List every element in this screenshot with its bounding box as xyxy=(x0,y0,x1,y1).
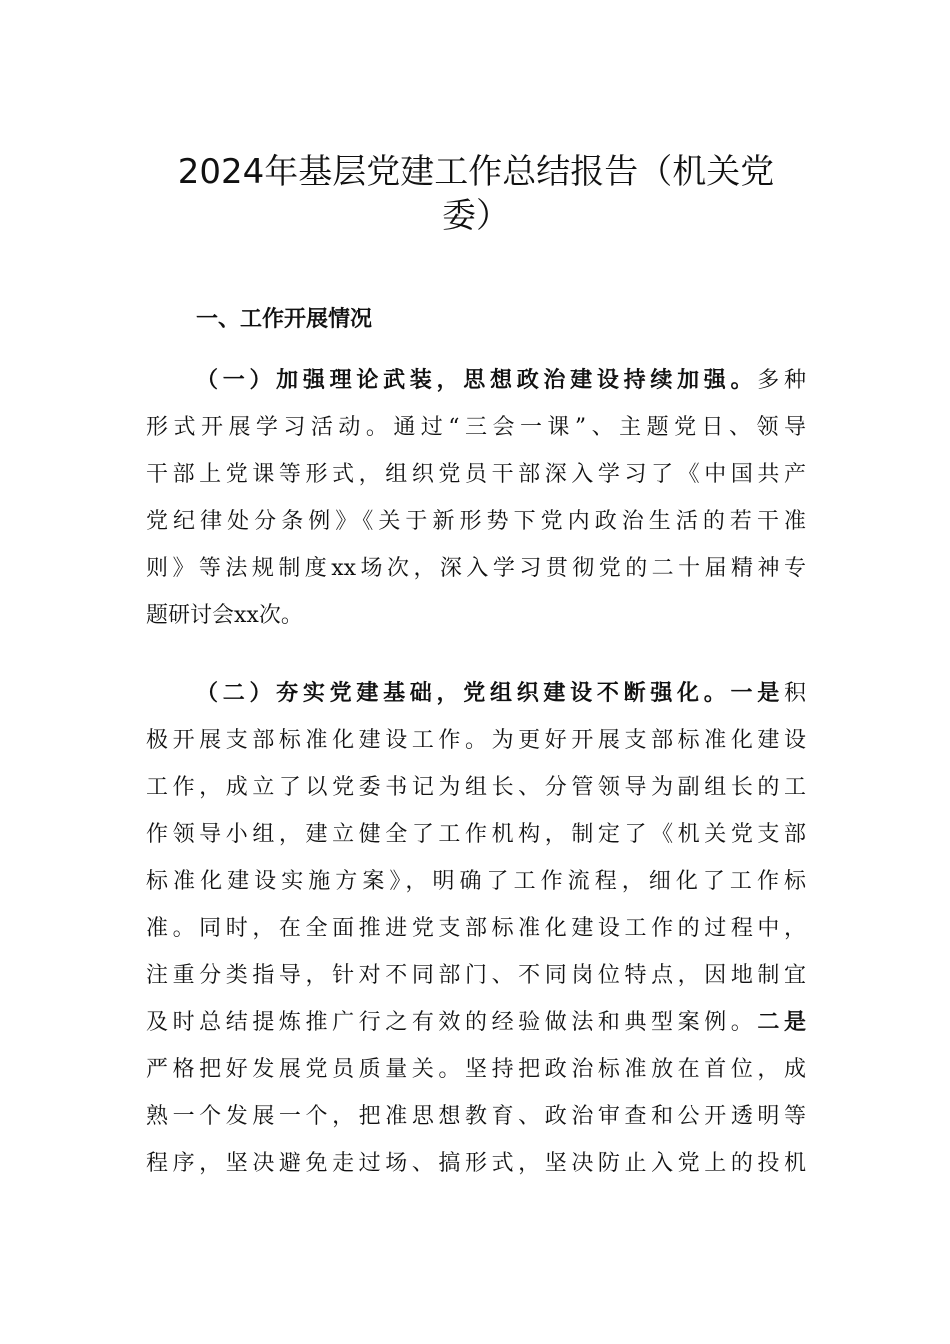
paragraph-2-line-8-bold: 二是 xyxy=(757,1010,806,1035)
paragraph-2-line-11: 程序，坚决避免走过场、搞形式，坚决防止入党上的投机 xyxy=(146,1151,806,1176)
paragraph-2 xyxy=(146,670,806,1187)
title-line-2: 委） xyxy=(442,196,510,236)
paragraph-2-line-1 xyxy=(146,670,806,717)
paragraph-2-line-3: 工作，成立了以党委书记为组长、分管领导为副组长的工 xyxy=(146,775,806,800)
paragraph-2-line-4: 作领导小组，建立健全了工作机构，制定了《机关党支部 xyxy=(146,822,806,847)
paragraph-2-line-2: 极开展支部标准化建设工作。为更好开展支部标准化建设 xyxy=(146,728,806,753)
paragraph-2-line-9: 严格把好发展党员质量关。坚持把政治标准放在首位，成 xyxy=(146,1057,806,1082)
paragraph-1-line-3: 干部上党课等形式，组织党员干部深入学习了《中国共产 xyxy=(146,462,806,487)
paragraph-2-line-6: 准。同时，在全面推进党支部标准化建设工作的过程中， xyxy=(146,916,806,941)
paragraph-1 xyxy=(146,357,806,639)
paragraph-1-line-4: 党纪律处分条例》《关于新形势下党内政治生活的若干准 xyxy=(146,509,806,534)
paragraph-2-line-10: 熟一个发展一个，把准思想教育、政治审查和公开透明等 xyxy=(146,1104,806,1129)
paragraph-2-line-8-text: 及时总结提炼推广行之有效的经验做法和典型案例。 xyxy=(146,1010,758,1035)
paragraph-1-line-6: 题研讨会xx次。 xyxy=(146,603,303,628)
document-title xyxy=(146,150,806,238)
paragraph-2-line-1-rest: 积 xyxy=(783,681,806,706)
paragraph-1-bold-lead: （一）加强理论武装，思想政治建设持续加强。 xyxy=(196,368,758,393)
paragraph-2-bold-first: 一是 xyxy=(730,681,784,706)
paragraph-2-line-5: 标准化建设实施方案》，明确了工作流程，细化了工作标 xyxy=(146,869,806,894)
section-heading-1: 一、工作开展情况 xyxy=(196,307,373,332)
paragraph-2-line-8 xyxy=(146,999,806,1046)
title-line-1: 2024年基层党建工作总结报告（机关党 xyxy=(177,152,775,192)
paragraph-1-line-2: 形式开展学习活动。通过“三会一课”、主题党日、领导 xyxy=(146,415,806,440)
paragraph-1-line-5: 则》等法规制度xx场次，深入学习贯彻党的二十届精神专 xyxy=(146,556,806,581)
paragraph-2-line-7: 注重分类指导，针对不同部门、不同岗位特点，因地制宜 xyxy=(146,963,806,988)
paragraph-1-line-1-rest: 多种 xyxy=(757,368,806,393)
paragraph-1-line-1 xyxy=(146,357,806,404)
paragraph-2-bold-lead: （二）夯实党建基础，党组织建设不断强化。 xyxy=(196,681,731,706)
